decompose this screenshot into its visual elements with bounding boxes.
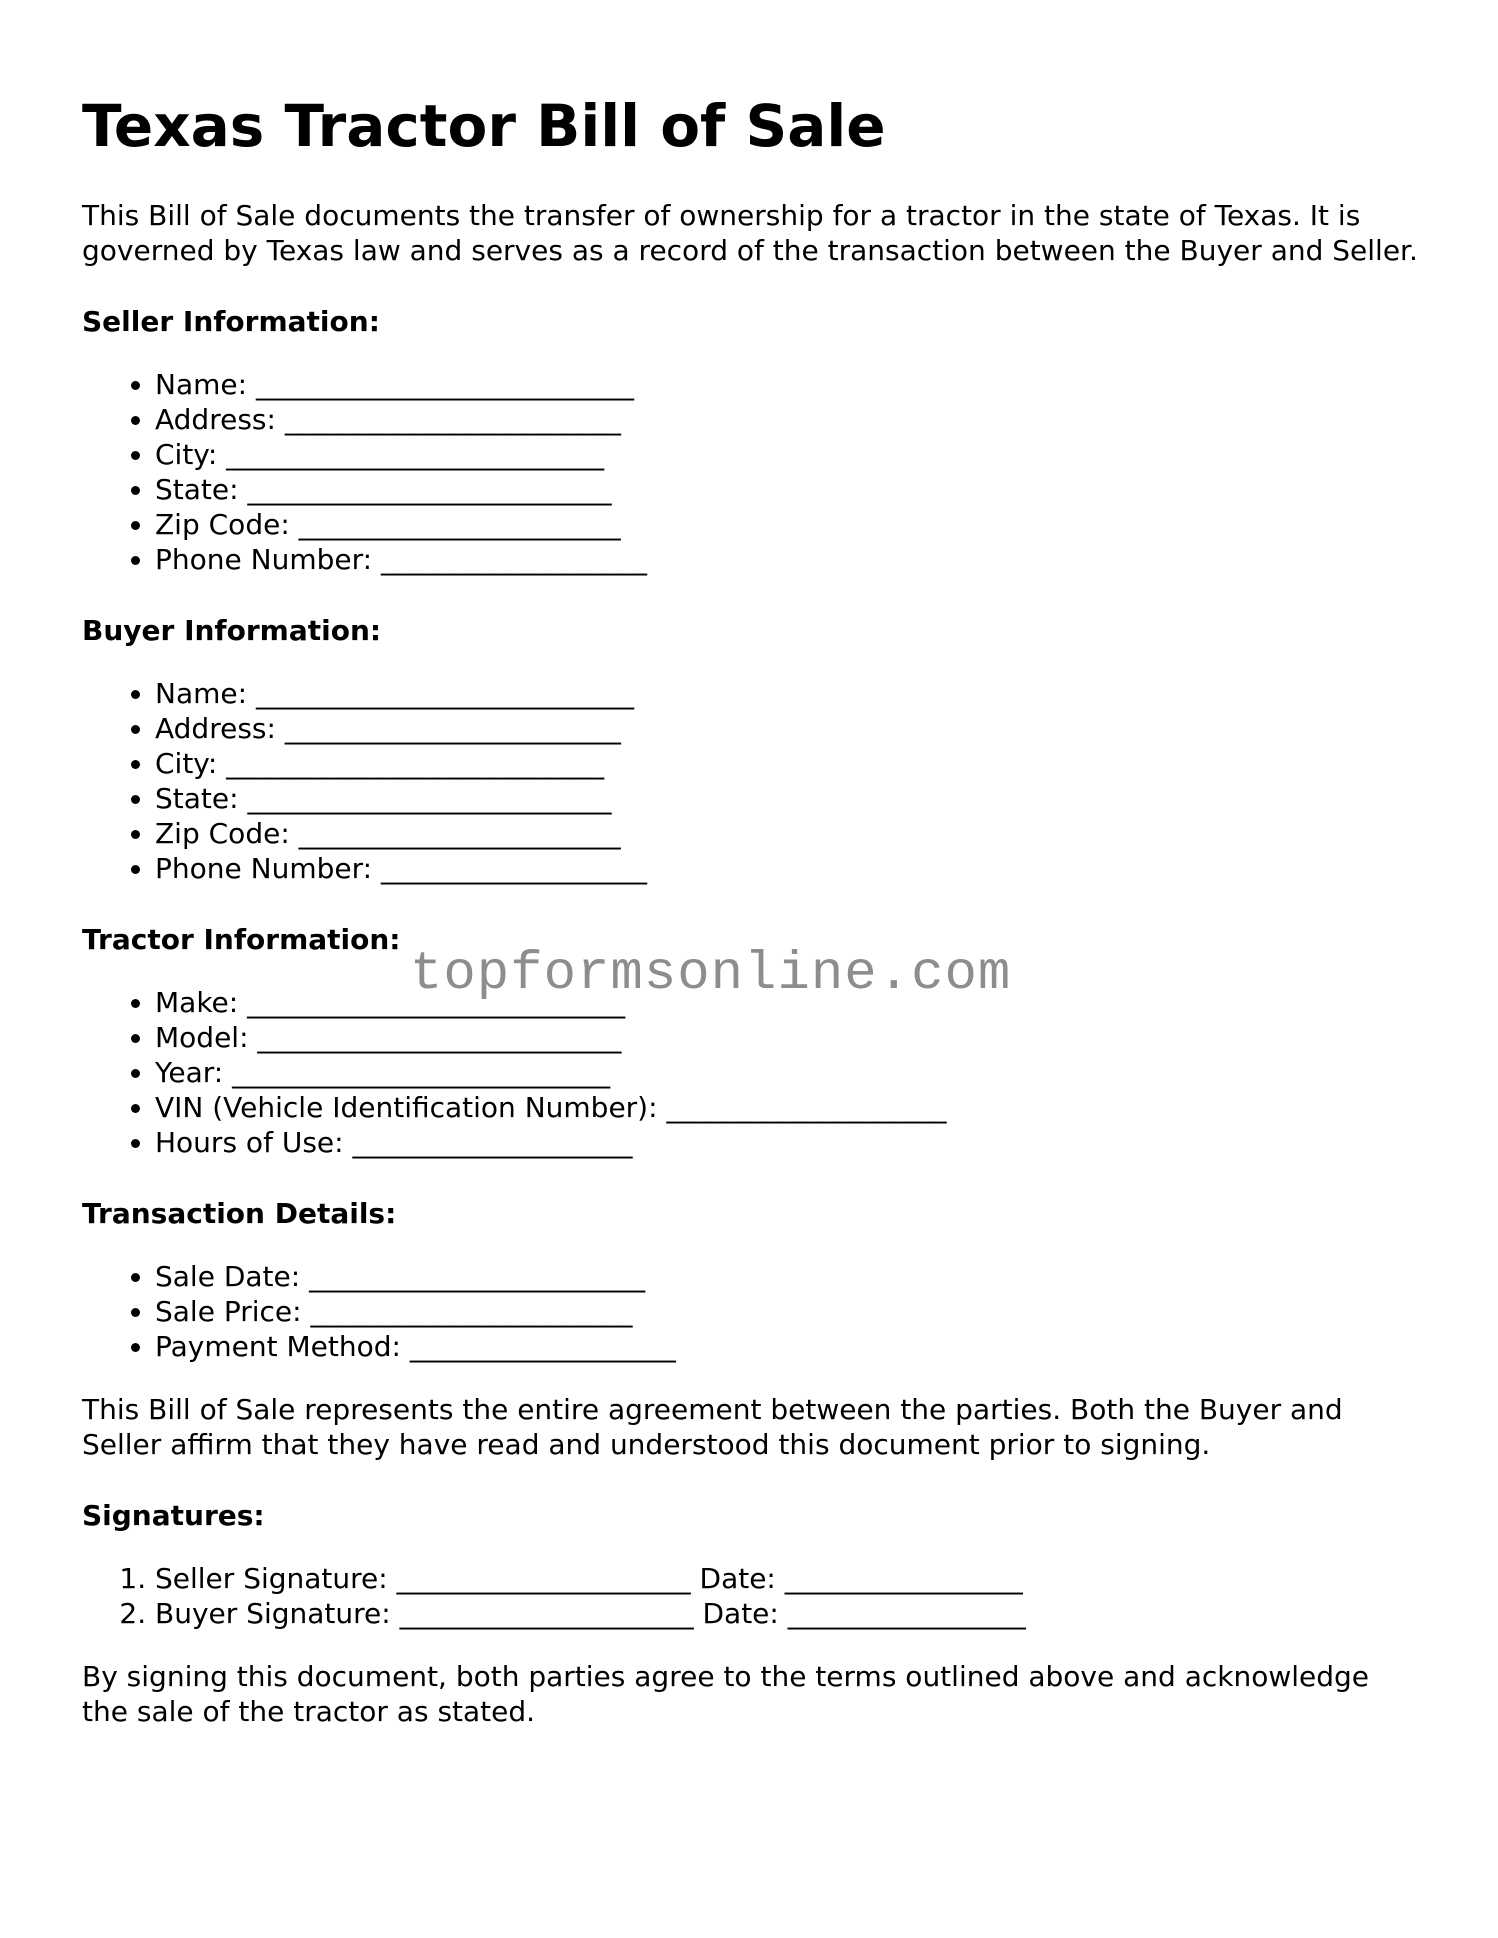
seller-name-field: • Name: ___________________________ (155, 367, 1422, 402)
sale-price-field: • Sale Price: _______________________ (155, 1294, 1422, 1329)
document-page (82, 92, 1422, 1757)
closing-paragraph: By signing this document, both parties agree to the terms outlined above and acknowledge the sale of the tractor as stated. (82, 1659, 1370, 1728)
sale-date-field: • Sale Date: ________________________ (155, 1259, 1422, 1294)
tractor-year-field: • Year: ___________________________ (155, 1055, 1422, 1090)
intro-paragraph: This Bill of Sale documents the transfer of ownership for a tractor in the state of Texas. It is governed by Texas law and serves as a record of the transaction between the Buyer and Seller. (82, 198, 1418, 267)
buyer-address-field: • Address: ________________________ (155, 711, 1422, 746)
seller-zip-field: • Zip Code: _______________________ (155, 507, 1422, 542)
buyer-city-field: • City: ___________________________ (155, 746, 1422, 781)
seller-phone-field: • Phone Number: ___________________ (155, 542, 1422, 577)
buyer-signature-line: 2. Buyer Signature: _____________________ Date: _________________ (155, 1596, 1422, 1631)
watermark: topformsonline.com (410, 944, 1012, 1005)
transaction-details-list (82, 1259, 1422, 1364)
document-title: Texas Tractor Bill of Sale (82, 92, 886, 160)
payment-method-field: • Payment Method: ___________________ (155, 1329, 1422, 1364)
tractor-make-field: • Make: ___________________________ (155, 985, 1422, 1020)
agreement-paragraph: This Bill of Sale represents the entire agreement between the parties. Both the Buyer and Seller affirm that they have read and understood this document prior to signing. (82, 1392, 1343, 1461)
buyer-info-list (82, 676, 1422, 886)
tractor-info-list (82, 985, 1422, 1160)
seller-address-field: • Address: ________________________ (155, 402, 1422, 437)
tractor-heading: Tractor Information: (82, 922, 401, 956)
seller-city-field: • City: ___________________________ (155, 437, 1422, 472)
tractor-vin-field: • VIN (Vehicle Identification Number): ____________________ (155, 1090, 1422, 1125)
signatures-heading: Signatures: (82, 1498, 265, 1532)
signatures-list (82, 1561, 1422, 1631)
buyer-zip-field: • Zip Code: _______________________ (155, 816, 1422, 851)
transaction-heading: Transaction Details: (82, 1196, 397, 1230)
tractor-hours-field: • Hours of Use: ____________________ (155, 1125, 1422, 1160)
seller-signature-line: 1. Seller Signature: _____________________ Date: _________________ (155, 1561, 1422, 1596)
buyer-phone-field: • Phone Number: ___________________ (155, 851, 1422, 886)
buyer-heading: Buyer Information: (82, 613, 382, 647)
seller-heading: Seller Information: (82, 304, 380, 338)
seller-state-field: • State: __________________________ (155, 472, 1422, 507)
seller-info-list (82, 367, 1422, 577)
buyer-state-field: • State: __________________________ (155, 781, 1422, 816)
tractor-model-field: • Model: __________________________ (155, 1020, 1422, 1055)
buyer-name-field: • Name: ___________________________ (155, 676, 1422, 711)
